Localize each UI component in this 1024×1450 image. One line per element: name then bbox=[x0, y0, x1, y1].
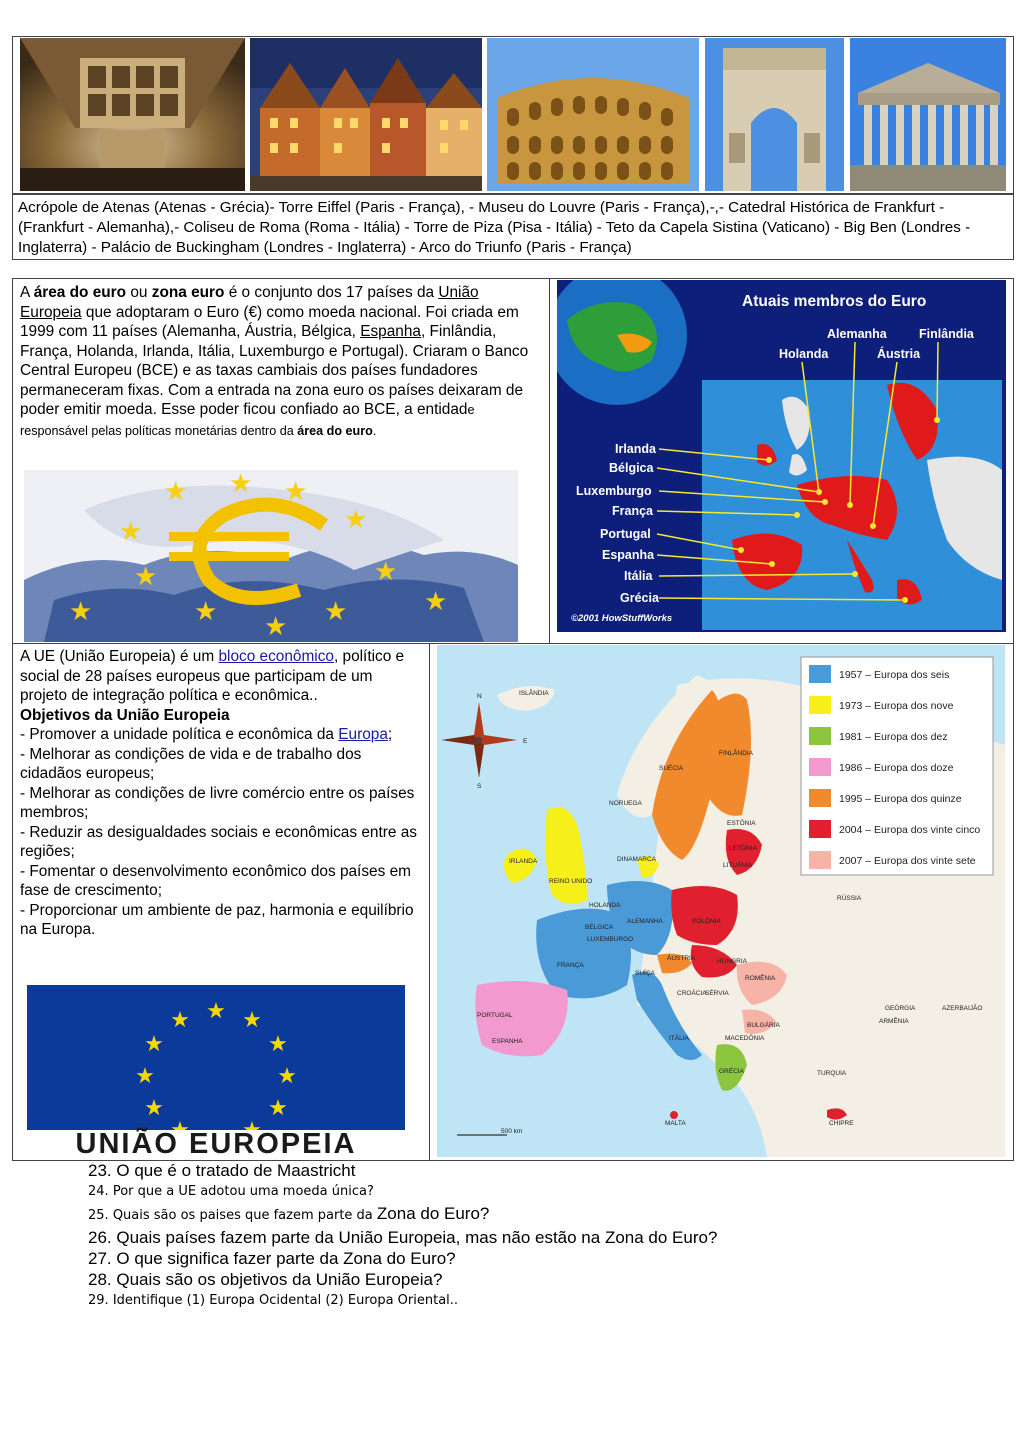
legend-swatch bbox=[809, 851, 831, 869]
question-23-num: 23. bbox=[88, 1161, 112, 1180]
svg-text:★: ★ bbox=[229, 470, 253, 499]
euro-symbol-map-image bbox=[24, 470, 518, 642]
svg-text:★: ★ bbox=[135, 1064, 155, 1089]
svg-text:★: ★ bbox=[424, 587, 448, 617]
compass-n: N bbox=[477, 693, 482, 700]
map-place-label: IRLANDA bbox=[509, 858, 538, 865]
question-25-num: 25. bbox=[88, 1208, 109, 1223]
label-irlanda: Irlanda bbox=[615, 442, 656, 456]
label-finlandia: Finlândia bbox=[919, 327, 974, 341]
map-place-label: HUNGRIA bbox=[717, 958, 747, 965]
map-place-label: PORTUGAL bbox=[477, 1012, 513, 1019]
euro-text-2: ou bbox=[126, 284, 152, 301]
euro-bold-zona: zona euro bbox=[151, 284, 225, 301]
eu-stars-circle-icon bbox=[27, 985, 405, 1130]
question-27-text: O que significa fazer parte da Zona do Euro? bbox=[116, 1249, 456, 1268]
label-luxemburgo: Luxemburgo bbox=[576, 484, 652, 498]
legend-swatch bbox=[809, 820, 831, 838]
label-franca: França bbox=[612, 504, 653, 518]
ue-intro-a: A UE (União Europeia) é um bbox=[20, 648, 219, 665]
euro-text-4: que adoptaram o Euro (€) como moeda nacional. Foi criada em 1999 com 11 países (Alemanha, Áustria, Bélgica, bbox=[20, 303, 519, 340]
map-place-label: ROMÊNIA bbox=[745, 975, 776, 982]
map-place-label: FINLÂNDIA bbox=[719, 750, 753, 757]
legend-label: 2004 – Europa dos vinte cinco bbox=[839, 824, 981, 836]
ue-text-block bbox=[20, 647, 422, 940]
question-25-text-b: Zona do Euro? bbox=[376, 1204, 490, 1223]
svg-text:★: ★ bbox=[284, 477, 308, 507]
legend-swatch bbox=[809, 696, 831, 714]
europa-link[interactable]: Europa bbox=[338, 726, 388, 743]
map-place-label: ALEMANHA bbox=[627, 918, 663, 925]
svg-text:★: ★ bbox=[344, 505, 368, 535]
ue-obj-6: - Proporcionar um ambiente de paz, harmonia e equilíbrio na Europa. bbox=[20, 901, 414, 938]
map-place-label: DINAMARCA bbox=[617, 856, 657, 863]
svg-text:★: ★ bbox=[277, 1064, 297, 1089]
ue-obj-1a: - Promover a unidade política e econômica da bbox=[20, 726, 339, 743]
euro-text-1: A bbox=[20, 284, 34, 301]
map-place-label: LUXEMBURGO bbox=[587, 936, 634, 943]
svg-text:★: ★ bbox=[119, 517, 143, 547]
frankfurt-photo bbox=[250, 38, 482, 191]
colosseum-photo bbox=[487, 38, 699, 191]
map-place-label: NORUEGA bbox=[609, 800, 642, 807]
map-place-label: MALTA bbox=[665, 1120, 686, 1127]
map-place-label: CHIPRE bbox=[829, 1120, 854, 1127]
svg-text:★: ★ bbox=[164, 477, 188, 507]
question-26-num: 26. bbox=[88, 1228, 112, 1247]
compass-s: S bbox=[477, 783, 482, 790]
euro-text-3: é o conjunto dos 17 países da bbox=[224, 284, 439, 301]
question-25 bbox=[88, 1203, 717, 1227]
label-grecia: Grécia bbox=[620, 591, 659, 605]
question-28-num: 28. bbox=[88, 1270, 112, 1289]
euro-text-small: e responsável pelas políticas monetárias dentro da bbox=[20, 403, 475, 438]
bloco-economico-link[interactable]: bloco econômico bbox=[218, 648, 334, 665]
question-29-text: Identifique (1) Europa Ocidental (2) Europa Oriental.. bbox=[112, 1293, 459, 1308]
map-place-label: BULGÁRIA bbox=[747, 1022, 780, 1029]
question-27 bbox=[88, 1248, 717, 1269]
map-place-label: CROÁCIA bbox=[677, 990, 707, 997]
label-alemanha: Alemanha bbox=[827, 327, 887, 341]
legend-label: 2007 – Europa dos vinte sete bbox=[839, 855, 976, 867]
svg-text:★: ★ bbox=[134, 562, 158, 592]
map-place-label: AZERBAIJÃO bbox=[942, 1005, 983, 1012]
sistine-chapel-photo bbox=[20, 38, 245, 191]
euro-bold-small: área do euro bbox=[297, 423, 373, 438]
euro-text-5: , Finlândia, França, Holanda, Irlanda, Itália, Luxemburgo e Portugal). Criaram o Banco Central Europeu (BCE) e as taxas cambiais dos países fundadores permaneceram fixas. Com a entrada na zona euro os países deixaram de poder emitir moeda. Esse poder ficou confiado ao BCE, a entidad bbox=[20, 323, 529, 418]
eu-flag-caption: UNIÃO EUROPEIA bbox=[75, 1128, 357, 1160]
svg-text:★: ★ bbox=[194, 597, 218, 627]
map-place-label: SÉRVIA bbox=[705, 990, 729, 997]
map-place-label: ITÁLIA bbox=[669, 1035, 689, 1042]
ue-obj-3: - Melhorar as condições de livre comércio entre os países membros; bbox=[20, 784, 415, 821]
svg-text:★: ★ bbox=[268, 1096, 288, 1121]
map-place-label: BÉLGICA bbox=[585, 924, 614, 931]
euro-bold-area: área do euro bbox=[33, 284, 127, 301]
ue-obj-4: - Reduzir as desigualdades sociais e econômicas entre as regiões; bbox=[20, 823, 417, 860]
eu-expansion-map bbox=[437, 645, 1005, 1157]
question-26-text: Quais países fazem parte da União Europeia, mas não estão na Zona do Euro? bbox=[116, 1228, 718, 1247]
legend-swatch bbox=[809, 758, 831, 776]
question-27-num: 27. bbox=[88, 1249, 112, 1268]
label-belgica: Bélgica bbox=[609, 461, 654, 475]
map-place-label: GEÓRGIA bbox=[885, 1005, 916, 1012]
map-place-label: SUÉCIA bbox=[659, 765, 684, 772]
map-place-label: ESPANHA bbox=[492, 1038, 523, 1045]
map-scale: 500 km bbox=[501, 1128, 523, 1135]
map-place-label: SUÍÇA bbox=[635, 970, 655, 977]
question-29-num: 29. bbox=[88, 1293, 109, 1308]
question-24-text: Por que a UE adotou uma moeda única? bbox=[112, 1184, 374, 1199]
svg-text:★: ★ bbox=[69, 597, 93, 627]
label-italia: Itália bbox=[624, 569, 653, 583]
arc-de-triomphe-photo bbox=[705, 38, 844, 191]
legend-label: 1995 – Europa dos quinze bbox=[839, 793, 962, 805]
ue-obj-1b: ; bbox=[387, 726, 393, 743]
legend-swatch bbox=[809, 789, 831, 807]
svg-text:★: ★ bbox=[268, 1032, 288, 1057]
uniao-europeia-link[interactable]: União Europeia bbox=[20, 284, 479, 321]
euro-text-end: . bbox=[372, 423, 377, 438]
question-26 bbox=[88, 1227, 717, 1248]
map-place-label: MACEDÔNIA bbox=[725, 1035, 765, 1042]
map-place-label: LITUÂNIA bbox=[723, 862, 753, 869]
legend-label: 1986 – Europa dos doze bbox=[839, 762, 954, 774]
ue-obj-5: - Fomentar o desenvolvimento econômico dos países em fase de crescimento; bbox=[20, 862, 411, 899]
map-place-label: ARMÊNIA bbox=[879, 1018, 909, 1025]
label-portugal: Portugal bbox=[600, 527, 651, 541]
svg-text:★: ★ bbox=[324, 597, 348, 627]
svg-text:★: ★ bbox=[242, 1008, 262, 1033]
svg-text:★: ★ bbox=[206, 999, 226, 1024]
question-25-text-a: Quais são os paises que fazem parte da bbox=[112, 1208, 377, 1223]
euro-map-credit: ©2001 HowStuffWorks bbox=[571, 613, 673, 624]
question-24 bbox=[88, 1181, 717, 1203]
ue-objectives-title: Objetivos da União Europeia bbox=[20, 706, 230, 724]
map-place-label: ÁUSTRIA bbox=[667, 955, 696, 962]
label-holanda: Holanda bbox=[779, 347, 829, 361]
questions-list bbox=[88, 1160, 717, 1312]
map-place-label: FRANÇA bbox=[557, 962, 584, 969]
legend-label: 1981 – Europa dos dez bbox=[839, 731, 948, 743]
euro-members-map bbox=[557, 280, 1006, 632]
map-place-label: ESTÔNIA bbox=[727, 820, 756, 827]
espanha-link[interactable]: Espanha bbox=[360, 323, 421, 340]
map-place-label: HOLANDA bbox=[589, 902, 621, 909]
question-28-text: Quais são os objetivos da União Europeia? bbox=[116, 1270, 443, 1289]
map-place-label: REINO UNIDO bbox=[549, 878, 593, 885]
legend-swatch bbox=[809, 665, 831, 683]
question-23 bbox=[88, 1160, 717, 1181]
map-place-label: GRÉCIA bbox=[719, 1068, 744, 1075]
svg-text:★: ★ bbox=[264, 612, 288, 642]
question-29 bbox=[88, 1290, 717, 1312]
legend-swatch bbox=[809, 727, 831, 745]
question-23-text: O que é o tratado de Maastricht bbox=[116, 1161, 356, 1180]
svg-text:★: ★ bbox=[144, 1032, 164, 1057]
landmarks-caption: Acrópole de Atenas (Atenas - Grécia)- Torre Eiffel (Paris - França), - Museu do Louvre (Paris - França),-,- Catedral Histórica de Frankfurt - (Frankfurt - Alemanha),- Coliseu de Roma (Roma - Itália) - Torre de Piza (Pisa - Itália) - Teto da Capela Sistina (Vaticano) - Big Ben (Londres - Inglaterra) - Palácio de Buckingham (Londres - Inglaterra) - Arco do Triunfo (Paris - França) bbox=[18, 199, 971, 256]
map-place-label: LETÔNIA bbox=[729, 845, 757, 852]
question-24-num: 24. bbox=[88, 1184, 109, 1199]
question-28 bbox=[88, 1269, 717, 1290]
map-place-label: TURQUIA bbox=[817, 1070, 847, 1077]
svg-text:★: ★ bbox=[170, 1008, 190, 1033]
label-austria: Áustria bbox=[877, 347, 921, 361]
map-place-label: RÚSSIA bbox=[837, 895, 862, 902]
compass-e: E bbox=[523, 738, 528, 745]
legend-label: 1973 – Europa dos nove bbox=[839, 700, 954, 712]
map-place-label: POLÔNIA bbox=[692, 918, 721, 925]
eu-flag bbox=[27, 985, 405, 1130]
legend-label: 1957 – Europa dos seis bbox=[839, 669, 950, 681]
svg-text:★: ★ bbox=[144, 1096, 164, 1121]
label-espanha: Espanha bbox=[602, 548, 655, 562]
ue-intro-b: , político e social de 28 países europeus que participam de um projeto de integração política e econômica.. bbox=[20, 648, 405, 704]
svg-text:★: ★ bbox=[374, 557, 398, 587]
euro-paragraph bbox=[20, 283, 542, 441]
parthenon-photo bbox=[850, 38, 1006, 191]
euro-map-title: Atuais membros do Euro bbox=[742, 293, 927, 310]
ue-obj-2: - Melhorar as condições de vida e de trabalho dos cidadãos europeus; bbox=[20, 745, 362, 782]
map-place-label: ISLÂNDIA bbox=[519, 690, 549, 697]
